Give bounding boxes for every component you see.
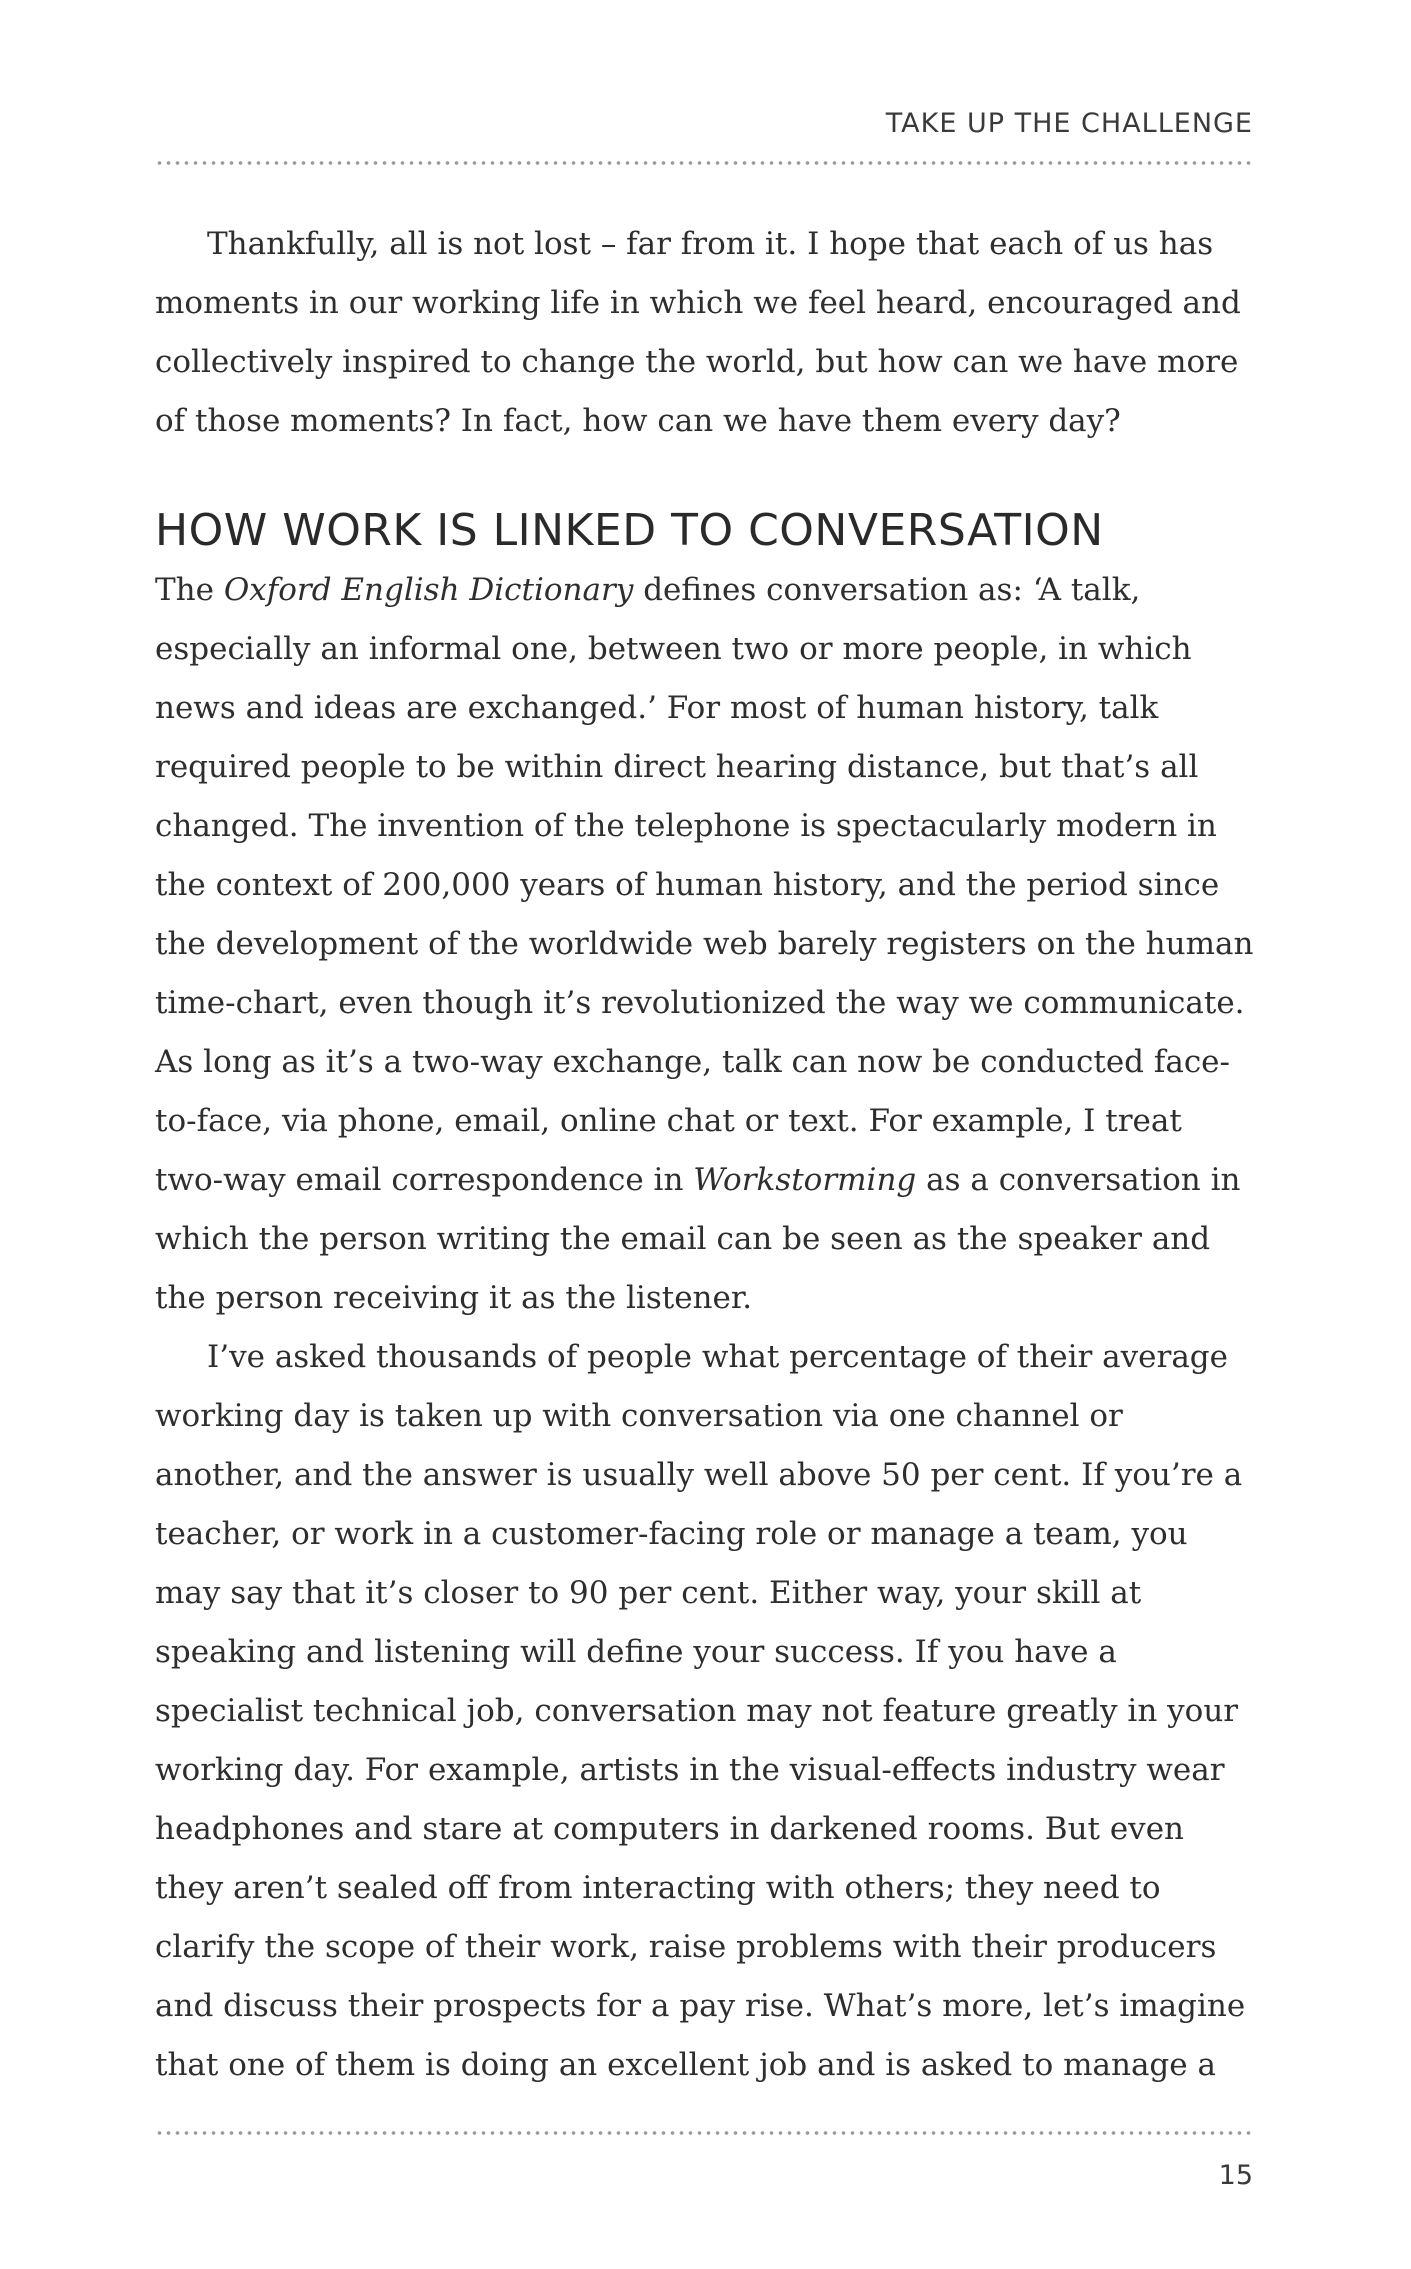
dictionary-title: Oxford English Dictionary xyxy=(223,572,634,608)
section-heading: HOW WORK IS LINKED TO CONVERSATION xyxy=(155,505,1104,556)
section-paragraph-2: I’ve asked thousands of people what percentage of their average working day is taken up with conversation via one channel or another, and the answer is usually well above 50 per cent. If you’re a teacher, or work in a customer-facing role or manage a team, you may say that it’s closer to 90 per cent. Either way, your skill at speaking and listening will define your success. If you have a specialist technical job, conversation may not feature greatly in your working day. For example, artists in the visual-effects industry wear headphones and stare at computers in darkened rooms. But even they aren’t sealed off from interacting with others; they need to clarify the scope of their work, raise problems with their producers and discuss their prospects for a pay rise. What’s more, let’s imagine that one of them is doing an excellent job and is asked to manage a xyxy=(155,1339,1246,2083)
page-number: 15 xyxy=(1218,2160,1253,2191)
paragraph-text: defines conversation as: ‘A talk, especially an informal one, between two or more people, in which news and ideas are exchanged.’ For most of human history, talk required people to be within direct hearing distance, but that’s all changed. The invention of the telephone is spectacularly modern in the context of 200,000 years of human history, and the period since the development of the worldwide web barely registers on the human time-chart, even though it’s revolutionized the way we communicate. As long as it’s a two-way exchange, talk can now be conducted face-to-face, via phone, email, online chat or text. For example, I treat two-way email correspondence in xyxy=(155,572,1254,1198)
paragraph-text: as a conversation in which the person writing the email can be seen as the speaker and the person receiving it as the listener. xyxy=(155,1162,1241,1316)
section-paragraph-1 xyxy=(155,561,1255,1328)
running-head: TAKE UP THE CHALLENGE xyxy=(885,108,1253,139)
book-title: Workstorming xyxy=(693,1162,917,1198)
bottom-dotted-rule xyxy=(155,2130,1255,2136)
page-body xyxy=(155,215,1255,2095)
intro-paragraph: Thankfully, all is not lost – far from it. I hope that each of us has moments in our working life in which we feel heard, encouraged and collectively inspired to change the world, but how can we have more of those moments? In fact, how can we have them every day? xyxy=(155,226,1241,439)
paragraph-text: The xyxy=(155,572,224,608)
top-dotted-rule xyxy=(155,160,1255,166)
